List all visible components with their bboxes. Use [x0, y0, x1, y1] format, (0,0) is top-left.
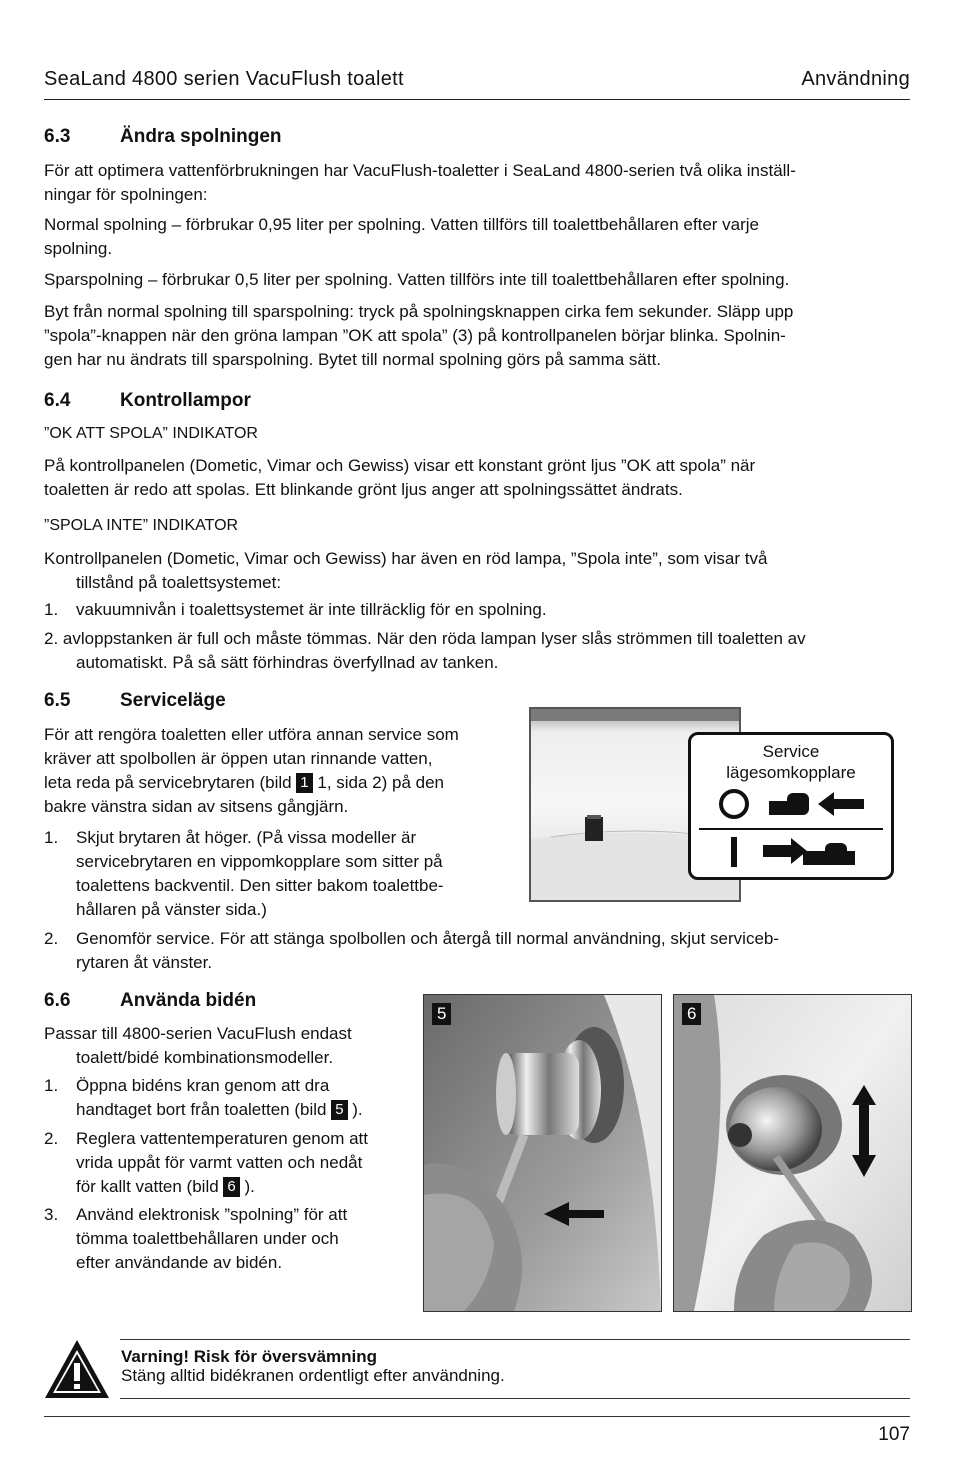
photo-number-badge: 5	[432, 1003, 451, 1025]
paragraph-normal-flush: Normal spolning – förbrukar 0,95 liter per spolning. Vatten tillförs till toalettbehållaren efter varje spolning.	[44, 215, 760, 258]
footer-divider	[44, 1416, 910, 1417]
paragraph-eco-flush: Sparspolning – förbrukar 0,5 liter per spolning. Vatten tillförs inte till toalettbehållaren efter spolning.	[44, 270, 790, 289]
list-item: 2. Genomför service. För att stänga spolbollen och återgå till normal användning, skjut serviceb- rytaren åt vänster.	[44, 929, 780, 972]
bidet-handle-photo-5	[423, 994, 662, 1312]
heading-6-4: 6.4 Kontrollampor	[44, 390, 251, 411]
figure-ref-badge: 1	[296, 773, 312, 793]
service-switch-label	[688, 732, 894, 880]
figure-ref-badge: 6	[223, 1177, 239, 1197]
paragraph-ok-indicator: På kontrollpanelen (Dometic, Vimar och Gewiss) visar ett konstant grönt ljus ”OK att spola” när toaletten är redo att spolas. Ett blinkande grönt ljus anger att spolningssättet ändrats.	[44, 456, 756, 499]
warning-top-rule	[120, 1339, 910, 1340]
photo-number-badge: 6	[682, 1003, 701, 1025]
warning-title: Varning! Risk för översvämning	[121, 1347, 378, 1366]
paragraph-no-flush-indicator: Kontrollpanelen (Dometic, Vimar och Gewiss) har även en röd lampa, ”Spola inte”, som visar två tillstånd på toalettsystemet:	[44, 549, 768, 592]
subheading-no-flush-indicator: ”SPOLA INTE” INDIKATOR	[44, 517, 239, 534]
paragraph-switch-mode: Byt från normal spolning till sparspolning: tryck på spolningsknappen cirka fem sekunder. Släpp upp ”spola”-knappen när den gröna lampan ”OK att spola” (3) på kontrollpanelen börjar blinka. Spolnin- gen har nu ändrats till sparspolning. Bytet till normal spolning görs på samma sätt.	[44, 302, 794, 369]
heading-6-5: 6.5 Serviceläge	[44, 690, 226, 711]
list-item: 1. vakuumnivån i toalettsystemet är inte tillräcklig för en spolning.	[44, 600, 547, 619]
warning-triangle-icon	[43, 1338, 111, 1400]
label-line-1: Service	[762, 742, 820, 761]
subheading-ok-indicator: ”OK ATT SPOLA” INDIKATOR	[44, 425, 258, 442]
paragraph-intro: För att optimera vattenförbrukningen har VacuFlush-toaletter i SeaLand 4800-serien två olika inställ- ningar för spolningen:	[44, 161, 796, 204]
bidet-handle-photo-6	[673, 994, 912, 1312]
section-title: Användning	[801, 68, 910, 90]
warning-text: Stäng alltid bidékranen ordentligt efter användning.	[121, 1366, 505, 1385]
list-item: 1. Skjut brytaren åt höger. (På vissa modeller är servicebrytaren en vippomkopplare som sitter på toalettens backventil. Den sitter bakom toalettbe- hållaren på vänster sida.)	[44, 828, 444, 919]
header-divider	[44, 99, 910, 100]
label-line-2: lägesomkopplare	[726, 763, 856, 782]
paragraph-bidet-intro: Passar till 4800-serien VacuFlush endast toalett/bidé kombinationsmodeller.	[44, 1024, 352, 1067]
figure-ref-badge: 5	[331, 1100, 347, 1120]
paragraph-service-mode: För att rengöra toaletten eller utföra annan service som kräver att spolbollen är öppen utan rinnande vatten, leta reda på servicebrytaren (bild 1 1, sida 2) på den bakre vänstra sidan av sitsens gångjärn.	[44, 725, 459, 816]
list-item: 2. avloppstanken är full och måste tömmas. När den röda lampan lyser slås strömmen till toaletten av automatiskt. På så sätt förhindras överfyllnad av tanken.	[44, 629, 806, 672]
page-number: 107	[878, 1424, 910, 1445]
heading-6-3: 6.3 Ändra spolningen	[44, 126, 282, 147]
heading-6-6: 6.6 Använda bidén	[44, 990, 257, 1011]
list-item: 2. Reglera vattentemperaturen genom att vrida uppåt för varmt vatten och nedåt för kallt vatten (bild 6 ).	[44, 1129, 369, 1196]
warning-bottom-rule	[120, 1398, 910, 1399]
list-item: 3. Använd elektronisk ”spolning” för att tömma toalettbehållaren under och efter användande av bidén.	[44, 1205, 348, 1272]
document-title: SeaLand 4800 serien VacuFlush toalett	[44, 68, 404, 90]
list-item: 1. Öppna bidéns kran genom att dra handtaget bort från toaletten (bild 5 ).	[44, 1076, 363, 1119]
